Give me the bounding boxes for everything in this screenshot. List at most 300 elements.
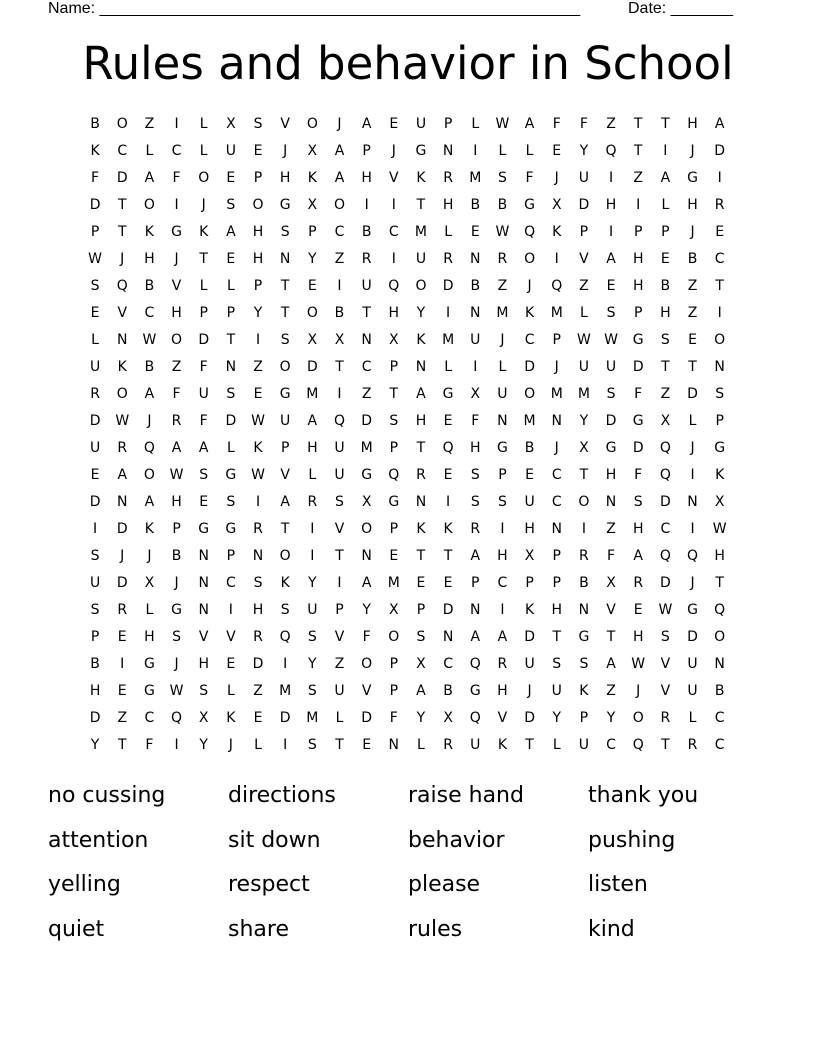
grid-letter: D xyxy=(714,143,727,159)
grid-letter: Z xyxy=(606,521,617,537)
grid-letter: J xyxy=(228,737,234,753)
grid-letter: Y xyxy=(579,143,590,159)
grid-letter: T xyxy=(389,386,400,402)
grid-row xyxy=(82,219,734,246)
grid-letter: Q xyxy=(659,548,672,564)
grid-letter: X xyxy=(606,575,617,591)
grid-letter: S xyxy=(552,656,563,672)
grid-letter: C xyxy=(443,656,454,672)
grid-letter: A xyxy=(497,629,509,645)
grid-letter: R xyxy=(416,467,427,483)
grid-letter: B xyxy=(470,278,482,294)
grid-letter: K xyxy=(416,332,427,348)
grid-row xyxy=(82,678,734,705)
grid-letter: M xyxy=(550,386,564,402)
grid-letter: M xyxy=(306,710,320,726)
grid-letter: T xyxy=(117,224,128,240)
grid-letter: U xyxy=(361,278,373,294)
word-bank-item: quiet xyxy=(48,916,105,942)
grid-row xyxy=(82,165,734,192)
grid-letter: K xyxy=(199,224,210,240)
grid-letter: S xyxy=(606,386,617,402)
grid-letter: O xyxy=(252,197,265,213)
grid-letter: L xyxy=(226,440,236,456)
grid-letter: E xyxy=(470,224,481,240)
grid-row xyxy=(82,408,734,435)
grid-letter: A xyxy=(470,548,482,564)
grid-letter: Q xyxy=(116,278,129,294)
grid-letter: H xyxy=(252,251,265,267)
grid-letter: N xyxy=(198,602,210,618)
grid-letter: X xyxy=(579,440,590,456)
grid-letter: N xyxy=(442,143,455,159)
grid-letter: M xyxy=(577,386,591,402)
grid-letter: O xyxy=(415,278,428,294)
grid-letter: F xyxy=(199,413,209,429)
grid-letter: N xyxy=(198,575,210,591)
grid-letter: U xyxy=(334,467,346,483)
grid-letter: F xyxy=(634,467,644,483)
grid-letter: Q xyxy=(333,413,346,429)
grid-letter: K xyxy=(552,224,563,240)
grid-letter: S xyxy=(199,683,210,699)
grid-letter: P xyxy=(90,224,101,240)
grid-letter: N xyxy=(714,359,726,375)
grid-row xyxy=(82,570,734,597)
grid-letter: U xyxy=(687,656,699,672)
grid-letter: G xyxy=(632,332,645,348)
grid-letter: R xyxy=(117,440,129,456)
grid-letter: N xyxy=(361,332,373,348)
grid-letter: O xyxy=(198,170,211,186)
grid-letter: B xyxy=(497,197,509,213)
grid-letter: H xyxy=(307,440,319,456)
grid-letter: O xyxy=(306,305,319,321)
name-field-label: Name: ______________________________________________________ xyxy=(48,0,581,17)
grid-letter: G xyxy=(388,494,401,510)
grid-letter: X xyxy=(551,197,563,213)
grid-letter: E xyxy=(389,116,400,132)
grid-letter: B xyxy=(361,224,373,240)
grid-letter: S xyxy=(307,629,318,645)
grid-letter: E xyxy=(90,305,101,321)
grid-letter: B xyxy=(90,116,101,132)
grid-letter: Y xyxy=(90,737,101,753)
grid-letter: I xyxy=(608,224,615,240)
grid-letter: J xyxy=(500,332,506,348)
grid-letter: N xyxy=(470,305,482,321)
grid-letter: I xyxy=(391,197,397,213)
grid-letter: N xyxy=(497,413,509,429)
grid-letter: J xyxy=(554,170,560,186)
grid-letter: M xyxy=(469,170,483,186)
grid-letter: L xyxy=(335,710,345,726)
grid-letter: E xyxy=(253,143,264,159)
grid-letter: A xyxy=(280,494,291,510)
grid-letter: X xyxy=(470,386,482,402)
grid-letter: T xyxy=(335,359,345,375)
grid-letter: B xyxy=(579,575,590,591)
grid-letter: E xyxy=(552,143,563,159)
grid-row xyxy=(82,705,734,732)
grid-letter: I xyxy=(283,737,289,753)
grid-letter: K xyxy=(253,440,264,456)
grid-letter: S xyxy=(497,170,508,186)
grid-letter: U xyxy=(470,737,482,753)
grid-letter: C xyxy=(225,575,237,591)
grid-letter: Q xyxy=(279,629,292,645)
grid-letter: N xyxy=(605,494,618,510)
grid-letter: R xyxy=(660,710,672,726)
grid-letter: E xyxy=(443,575,454,591)
word-bank-item: please xyxy=(408,872,481,897)
grid-letter: S xyxy=(280,332,291,348)
grid-letter: F xyxy=(389,710,399,726)
grid-letter: G xyxy=(225,521,238,537)
grid-letter: K xyxy=(416,521,427,537)
grid-letter: R xyxy=(90,386,101,402)
grid-row xyxy=(82,543,734,570)
grid-letter: L xyxy=(199,278,209,294)
grid-letter: I xyxy=(310,548,316,564)
grid-letter: Q xyxy=(442,440,455,456)
grid-letter: X xyxy=(334,332,346,348)
grid-letter: P xyxy=(226,305,237,321)
grid-letter: I xyxy=(337,278,343,294)
grid-letter: G xyxy=(605,440,618,456)
grid-letter: F xyxy=(91,170,101,186)
grid-letter: W xyxy=(495,224,511,240)
grid-letter: H xyxy=(687,116,699,132)
grid-letter: H xyxy=(198,656,210,672)
grid-letter: H xyxy=(144,629,156,645)
grid-letter: W xyxy=(604,332,619,348)
word-bank-item: yelling xyxy=(48,872,121,897)
grid-letter: O xyxy=(279,548,292,564)
grid-letter: O xyxy=(361,656,374,672)
grid-letter: O xyxy=(361,521,374,537)
grid-letter: X xyxy=(443,710,454,726)
grid-letter: R xyxy=(171,413,183,429)
grid-letter: X xyxy=(361,494,373,510)
grid-letter: K xyxy=(579,683,590,699)
grid-letter: U xyxy=(225,143,237,159)
grid-letter: E xyxy=(226,170,237,186)
grid-letter: Z xyxy=(334,251,346,267)
grid-letter: H xyxy=(605,467,618,483)
grid-letter: I xyxy=(608,170,615,186)
grid-letter: I xyxy=(690,467,696,483)
grid-letter: L xyxy=(444,224,454,240)
grid-letter: N xyxy=(442,629,455,645)
grid-letter: I xyxy=(120,656,126,672)
grid-row xyxy=(82,327,734,354)
grid-letter: D xyxy=(442,278,455,294)
grid-letter: N xyxy=(551,521,563,537)
grid-letter: T xyxy=(117,197,128,213)
grid-letter: N xyxy=(252,548,265,564)
word-bank-item: thank you xyxy=(588,783,699,808)
grid-letter: F xyxy=(579,116,589,132)
grid-letter: I xyxy=(663,143,669,159)
grid-letter: L xyxy=(444,359,454,375)
grid-letter: E xyxy=(443,413,454,429)
grid-letter: J xyxy=(636,683,642,699)
grid-letter: H xyxy=(470,440,482,456)
grid-letter: Q xyxy=(388,278,401,294)
grid-letter: P xyxy=(335,602,345,618)
grid-letter: L xyxy=(417,737,426,753)
grid-letter: Z xyxy=(171,359,183,375)
grid-letter: D xyxy=(252,656,265,672)
grid-letter: Z xyxy=(579,278,590,294)
grid-letter: L xyxy=(308,467,318,483)
grid-letter: G xyxy=(143,683,156,699)
grid-letter: N xyxy=(551,413,563,429)
grid-letter: A xyxy=(226,224,237,240)
grid-letter: A xyxy=(117,467,129,483)
grid-letter: Z xyxy=(687,278,699,294)
grid-letter: P xyxy=(280,440,291,456)
grid-letter: V xyxy=(171,278,183,294)
grid-letter: X xyxy=(307,332,319,348)
grid-letter: R xyxy=(253,629,264,645)
grid-letter: E xyxy=(253,386,264,402)
grid-letter: L xyxy=(498,359,508,375)
grid-row xyxy=(82,624,734,651)
grid-letter: X xyxy=(198,710,210,726)
grid-letter: M xyxy=(279,683,293,699)
grid-letter: N xyxy=(470,602,482,618)
grid-letter: T xyxy=(280,305,291,321)
grid-letter: U xyxy=(198,386,210,402)
grid-letter: R xyxy=(253,521,264,537)
grid-letter: R xyxy=(307,494,319,510)
grid-letter: N xyxy=(279,251,292,267)
grid-letter: B xyxy=(334,305,346,321)
grid-letter: O xyxy=(143,197,156,213)
grid-letter: F xyxy=(145,737,155,753)
word-bank-item: behavior xyxy=(408,827,505,853)
grid-letter: C xyxy=(497,575,509,591)
grid-letter: O xyxy=(524,386,537,402)
grid-letter: P xyxy=(389,683,400,699)
word-bank-item: pushing xyxy=(588,827,676,853)
grid-letter: W xyxy=(251,413,266,429)
grid-letter: A xyxy=(334,170,346,186)
grid-letter: I xyxy=(554,251,560,267)
grid-letter: C xyxy=(714,737,726,753)
grid-letter: T xyxy=(661,737,671,753)
grid-letter: X xyxy=(389,332,400,348)
grid-letter: Y xyxy=(416,305,427,321)
grid-letter: V xyxy=(606,602,617,618)
grid-letter: C xyxy=(606,737,617,753)
grid-letter: C xyxy=(171,143,183,159)
grid-letter: P xyxy=(525,575,535,591)
grid-letter: D xyxy=(361,413,374,429)
word-bank-item: rules xyxy=(408,916,463,942)
grid-letter: S xyxy=(253,116,264,132)
grid-row xyxy=(82,354,734,381)
grid-letter: J xyxy=(554,440,560,456)
grid-letter: S xyxy=(715,386,726,402)
grid-letter: H xyxy=(89,683,102,699)
grid-letter: I xyxy=(174,116,180,132)
grid-letter: D xyxy=(89,413,102,429)
grid-letter: V xyxy=(660,683,672,699)
grid-letter: V xyxy=(117,305,129,321)
grid-letter: D xyxy=(632,359,645,375)
grid-letter: P xyxy=(362,143,372,159)
grid-letter: P xyxy=(253,278,264,294)
grid-letter: T xyxy=(335,548,345,564)
grid-letter: S xyxy=(660,629,671,645)
grid-letter: Q xyxy=(524,224,537,240)
grid-letter: H xyxy=(632,251,645,267)
grid-letter: S xyxy=(470,494,481,510)
grid-letter: W xyxy=(631,656,647,672)
grid-letter: G xyxy=(687,170,699,186)
grid-letter: F xyxy=(525,170,535,186)
grid-letter: D xyxy=(687,629,699,645)
grid-letter: D xyxy=(524,710,536,726)
grid-letter: L xyxy=(579,305,589,321)
grid-letter: T xyxy=(335,737,345,753)
grid-letter: W xyxy=(251,467,266,483)
grid-letter: G xyxy=(143,656,156,672)
grid-letter: J xyxy=(174,251,180,267)
grid-letter: U xyxy=(578,170,591,186)
grid-letter: S xyxy=(660,332,671,348)
grid-letter: P xyxy=(552,575,562,591)
grid-letter: U xyxy=(307,602,319,618)
grid-letter: N xyxy=(687,494,699,510)
grid-letter: J xyxy=(147,413,153,429)
grid-letter: I xyxy=(174,737,180,753)
grid-row xyxy=(82,300,734,327)
grid-letter: I xyxy=(255,332,262,348)
grid-letter: J xyxy=(120,251,126,267)
grid-letter: S xyxy=(280,602,291,618)
grid-letter: G xyxy=(687,602,699,618)
grid-letter: P xyxy=(715,413,725,429)
grid-letter: W xyxy=(169,683,185,699)
grid-letter: K xyxy=(144,224,155,240)
grid-letter: K xyxy=(280,575,291,591)
grid-letter: E xyxy=(199,494,210,510)
grid-letter: I xyxy=(500,521,506,537)
grid-letter: X xyxy=(416,656,427,672)
grid-letter: P xyxy=(389,359,400,375)
grid-letter: Q xyxy=(469,656,482,672)
grid-letter: U xyxy=(415,116,428,132)
grid-letter: V xyxy=(361,683,373,699)
grid-letter: B xyxy=(660,278,672,294)
grid-letter: C xyxy=(334,224,346,240)
grid-letter: L xyxy=(199,116,209,132)
grid-letter: O xyxy=(279,359,292,375)
grid-letter: N xyxy=(470,251,482,267)
grid-letter: J xyxy=(120,548,126,564)
grid-letter: O xyxy=(524,251,537,267)
grid-letter: S xyxy=(416,629,427,645)
grid-letter: J xyxy=(283,143,289,159)
grid-letter: Z xyxy=(687,305,699,321)
grid-letter: I xyxy=(581,521,587,537)
grid-letter: S xyxy=(389,413,400,429)
grid-row xyxy=(82,246,734,273)
grid-letter: G xyxy=(632,413,645,429)
grid-letter: U xyxy=(687,683,699,699)
grid-letter: P xyxy=(661,224,671,240)
grid-letter: B xyxy=(171,548,183,564)
grid-letter: J xyxy=(690,143,696,159)
grid-letter: K xyxy=(117,359,128,375)
grid-letter: A xyxy=(198,440,210,456)
grid-letter: R xyxy=(443,170,454,186)
word-bank-item: respect xyxy=(228,872,310,897)
grid-letter: H xyxy=(252,224,265,240)
grid-letter: S xyxy=(335,494,345,510)
grid-letter: D xyxy=(89,494,102,510)
grid-letter: E xyxy=(362,737,373,753)
grid-letter: F xyxy=(552,116,562,132)
grid-letter: L xyxy=(199,143,209,159)
grid-letter: K xyxy=(416,170,427,186)
grid-letter: K xyxy=(443,521,454,537)
grid-letter: C xyxy=(551,467,563,483)
grid-letter: A xyxy=(416,386,427,402)
grid-letter: R xyxy=(497,656,509,672)
grid-letter: A xyxy=(334,143,346,159)
grid-letter: T xyxy=(280,278,291,294)
grid-letter: A xyxy=(171,440,183,456)
word-bank-item: attention xyxy=(48,827,149,853)
grid-letter: L xyxy=(498,143,508,159)
grid-letter: L xyxy=(254,737,263,753)
grid-letter: I xyxy=(500,602,506,618)
grid-letter: G xyxy=(714,440,727,456)
grid-letter: I xyxy=(473,143,479,159)
grid-letter: U xyxy=(334,440,346,456)
grid-letter: O xyxy=(116,116,129,132)
grid-letter: Y xyxy=(308,575,318,591)
grid-letter: N xyxy=(361,548,373,564)
grid-letter: Z xyxy=(497,278,509,294)
grid-letter: D xyxy=(524,629,536,645)
grid-letter: V xyxy=(389,170,400,186)
grid-letter: S xyxy=(470,467,481,483)
grid-letter: S xyxy=(226,386,237,402)
grid-letter: T xyxy=(117,737,128,753)
grid-letter: Y xyxy=(253,305,264,321)
grid-letter: E xyxy=(606,278,617,294)
grid-letter: S xyxy=(307,683,318,699)
grid-letter: S xyxy=(226,494,237,510)
grid-letter: O xyxy=(171,332,184,348)
grid-letter: D xyxy=(306,359,319,375)
grid-letter: H xyxy=(687,197,699,213)
grid-letter: B xyxy=(144,359,156,375)
grid-letter: Q xyxy=(388,467,401,483)
grid-letter: D xyxy=(659,575,672,591)
grid-letter: T xyxy=(688,359,698,375)
grid-letter: H xyxy=(252,602,265,618)
grid-letter: O xyxy=(333,197,346,213)
grid-letter: D xyxy=(279,710,292,726)
grid-letter: D xyxy=(116,521,129,537)
